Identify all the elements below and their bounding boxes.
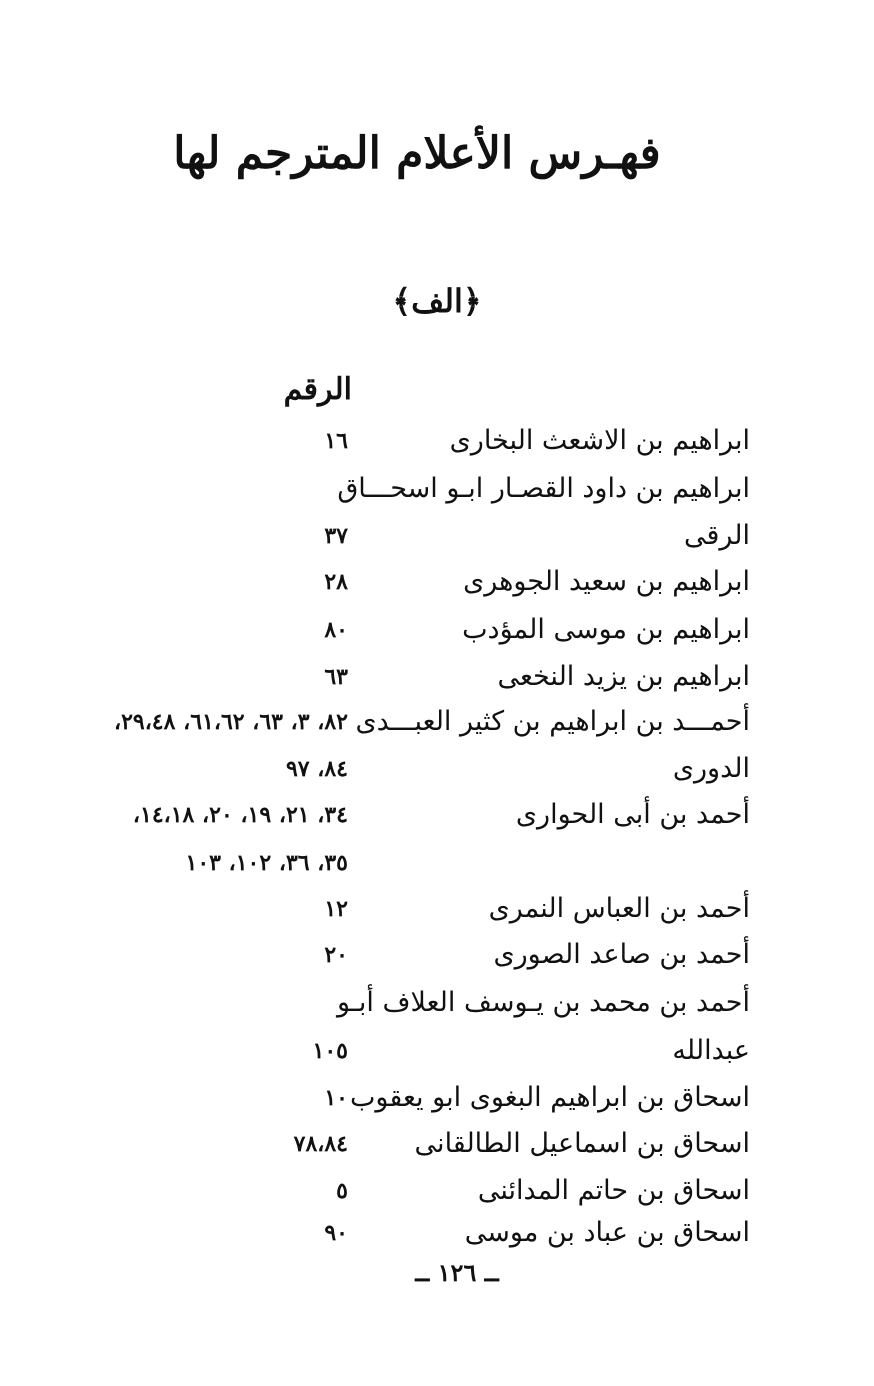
index-row [0, 559, 874, 605]
index-row [0, 792, 874, 838]
page-title: فهـرس الأعلام المترجم لها [173, 128, 661, 179]
index-row [0, 886, 874, 932]
entry-numbers: ١٢ [324, 896, 348, 922]
entry-numbers: ٨٢، ٣، ٦٣، ٦١،٦٢، ٢٩،٤٨، [113, 709, 348, 735]
index-row [0, 418, 874, 464]
entry-numbers: ٦٣ [324, 664, 348, 690]
entry-numbers: ٢٨ [324, 569, 348, 595]
entry-numbers: ١٠٥ [312, 1038, 348, 1064]
index-row [0, 1121, 874, 1167]
section-heading: ﴿الف﴾ [392, 282, 482, 320]
index-row [0, 840, 874, 886]
index-row [0, 1168, 874, 1214]
entry-numbers: ٧٨،٨٤ [293, 1131, 348, 1157]
index-row [0, 654, 874, 700]
entry-numbers: ١٠ [324, 1085, 348, 1111]
entry-name: ابراهيم بن موسى المؤدب [462, 614, 750, 645]
index-row [0, 607, 874, 653]
page-number: ــ ١٢٦ ــ [415, 1258, 499, 1287]
number-column-header: الرقم [283, 372, 352, 407]
index-row [0, 1075, 874, 1121]
index-row [0, 932, 874, 978]
entry-numbers: ١٦ [324, 428, 348, 454]
entry-name: أحمد بن محمد بن يـوسف العلاف أبـو [337, 987, 750, 1018]
entry-numbers: ٣٧ [324, 523, 348, 549]
index-row [0, 746, 874, 792]
entry-numbers: ٣٥، ٣٦، ١٠٢، ١٠٣ [185, 850, 348, 876]
index-row [0, 513, 874, 559]
entry-numbers: ٨٤، ٩٧ [285, 756, 348, 782]
entry-name: ابراهيم بن سعيد الجوهرى [463, 566, 750, 597]
entry-name: أحمد بن أبى الحوارى [515, 799, 750, 830]
entry-name: عبدالله [672, 1035, 750, 1066]
entry-name: ابراهيم بن يزيد النخعى [497, 661, 750, 692]
entry-name: اسحاق بن ابراهيم البغوى ابو يعقوب [350, 1082, 750, 1113]
entry-name: أحمـــد بن ابراهيم بن كثير العبـــدى [355, 706, 750, 737]
entry-numbers: ٨٠ [324, 617, 348, 643]
index-row [0, 699, 874, 745]
index-row [0, 1210, 874, 1256]
entry-numbers: ٥ [336, 1178, 348, 1204]
entry-numbers: ٢٠ [324, 942, 348, 968]
entry-name: أحمد بن صاعد الصورى [493, 939, 750, 970]
entry-name: اسحاق بن عباد بن موسى [464, 1217, 750, 1248]
index-row [0, 980, 874, 1026]
entry-name: الدورى [672, 753, 750, 784]
entry-name: ابراهيم بن داود القصـار ابـو اسحـــاق [337, 473, 750, 504]
entry-name: اسحاق بن اسماعيل الطالقانى [414, 1128, 750, 1159]
entry-name: اسحاق بن حاتم المدائنى [477, 1175, 750, 1206]
index-row [0, 466, 874, 512]
entry-name: ابراهيم بن الاشعث البخارى [449, 425, 750, 456]
entry-numbers: ٩٠ [324, 1220, 348, 1246]
entry-name: أحمد بن العباس النمرى [488, 893, 750, 924]
index-row [0, 1028, 874, 1074]
entry-numbers: ٣٤، ٢١، ١٩، ٢٠، ١٤،١٨، [132, 802, 348, 828]
entry-name: الرقى [683, 520, 750, 551]
